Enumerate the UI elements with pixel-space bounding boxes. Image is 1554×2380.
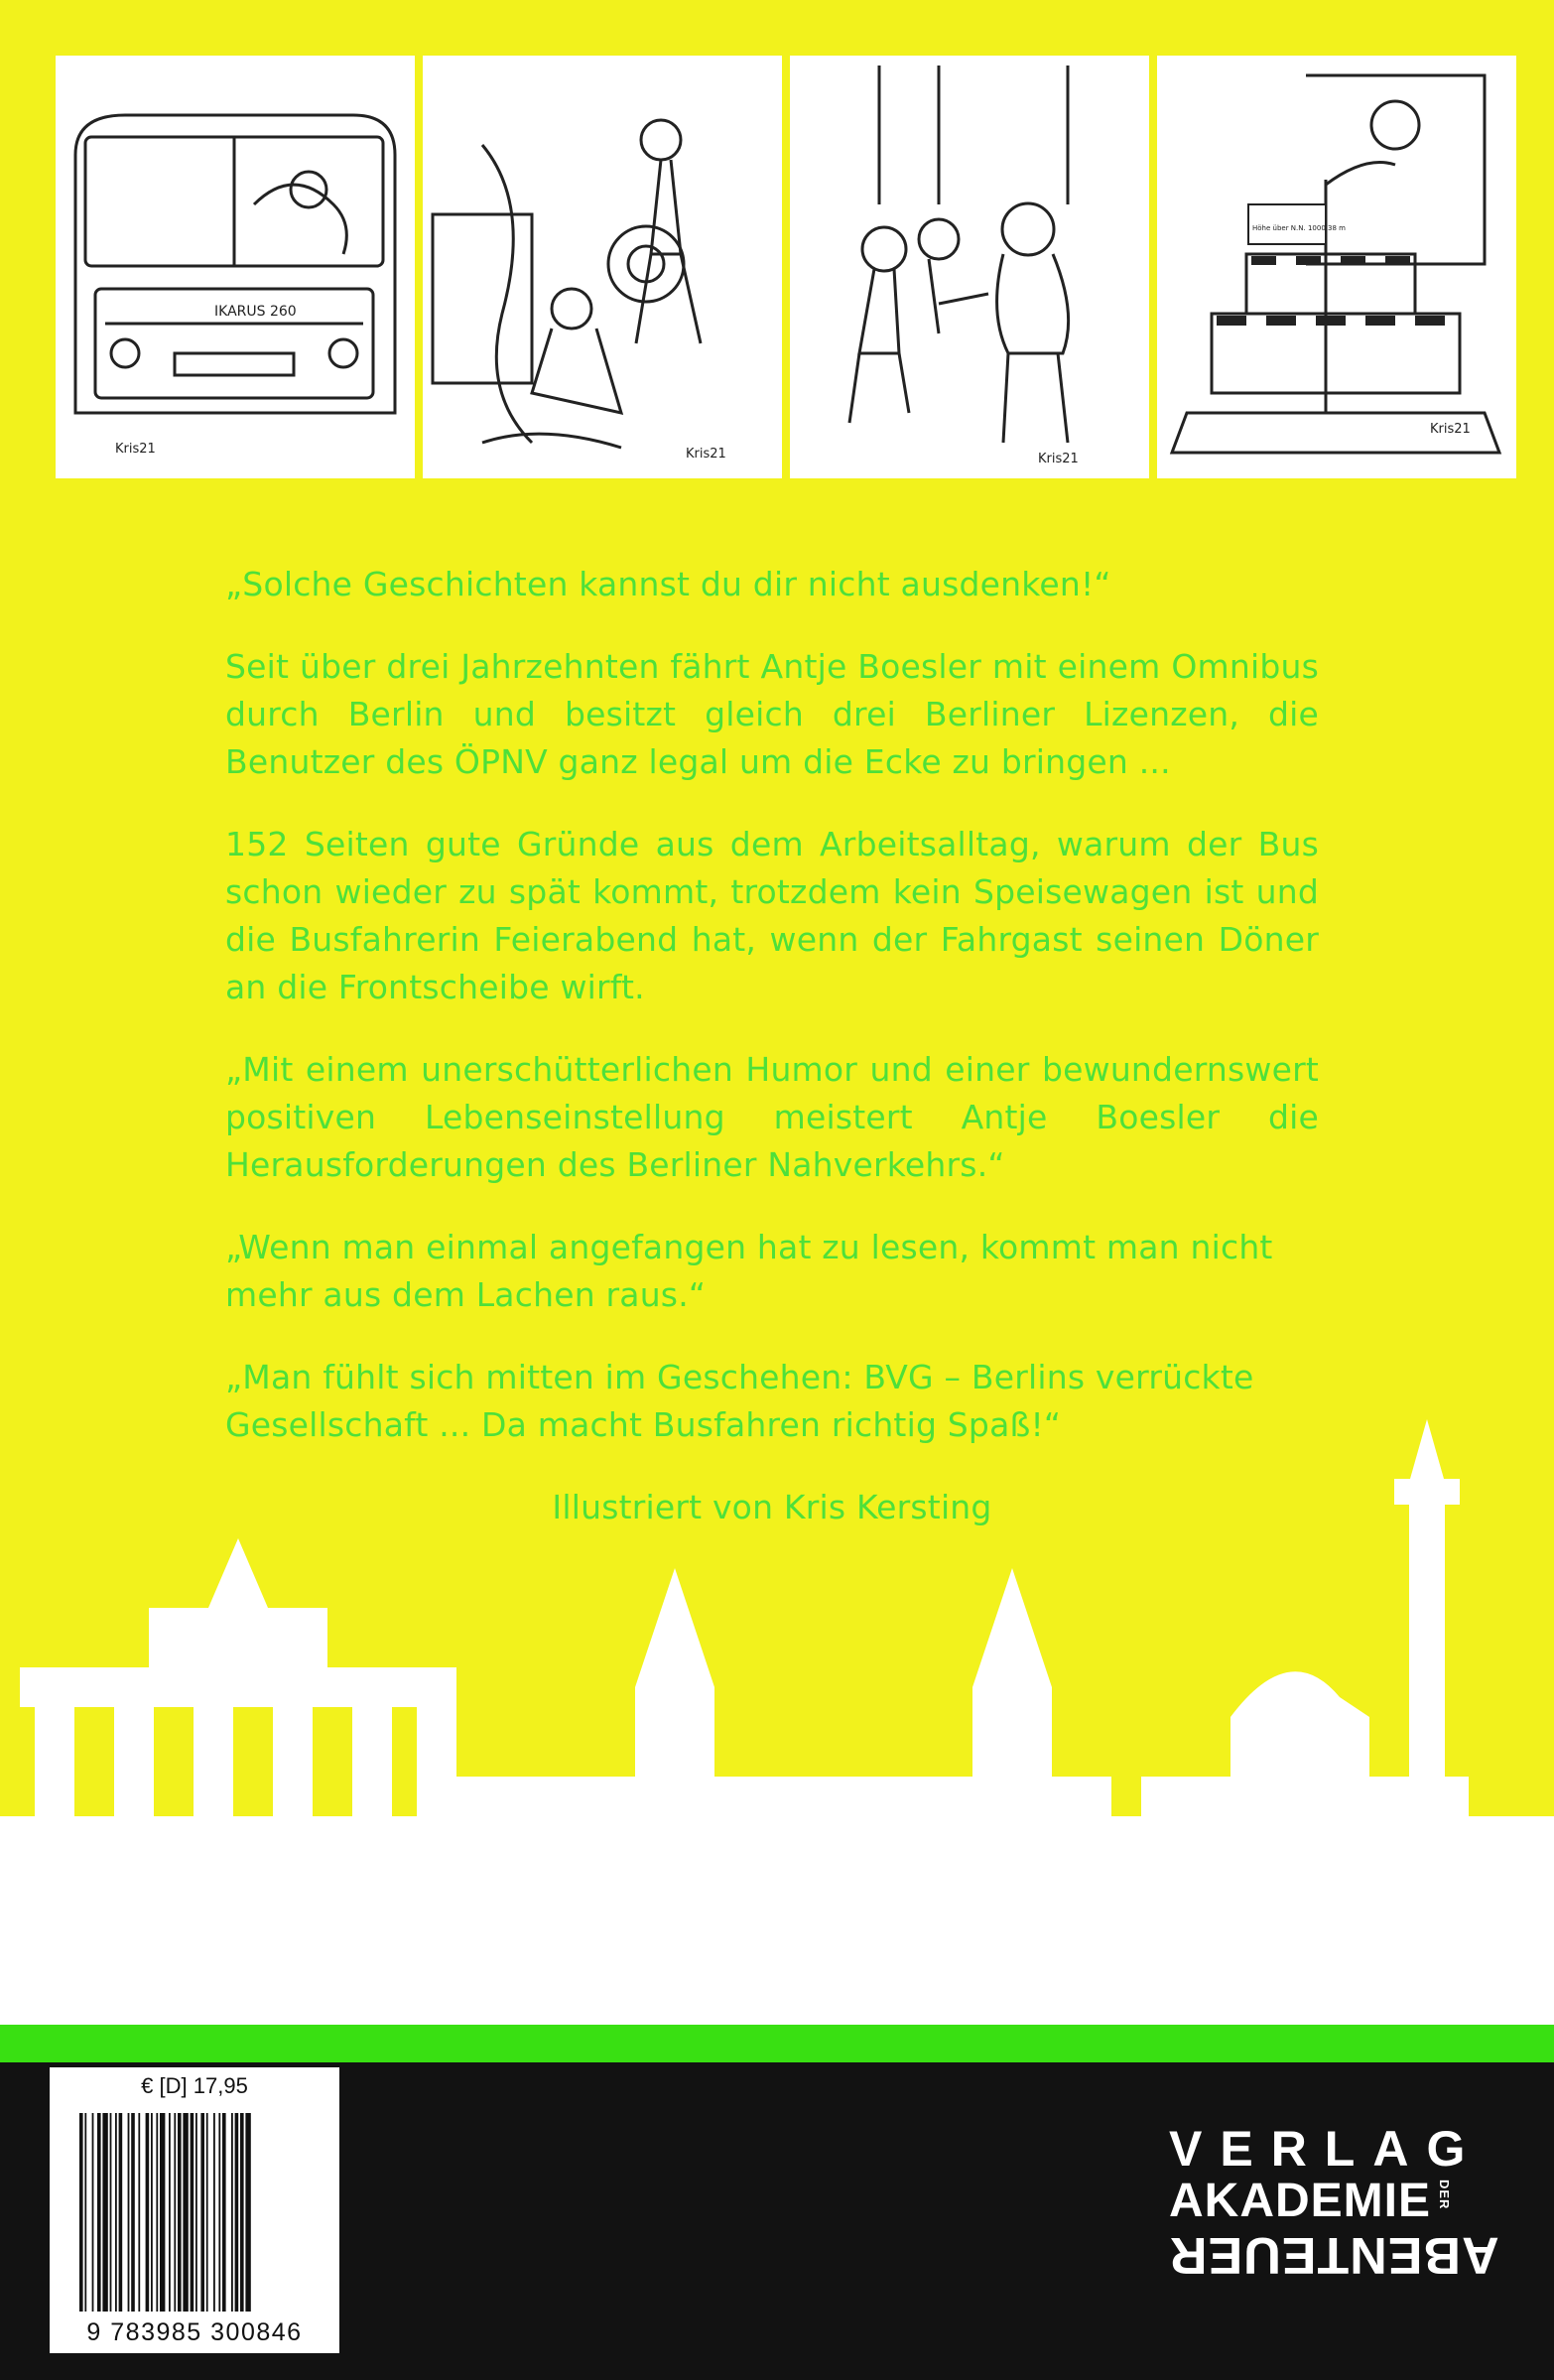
artist-signature: Kris21 (1038, 452, 1079, 466)
driver-barrier-drawing (1157, 56, 1516, 478)
isbn-barcode (50, 2105, 339, 2353)
intro-paragraph: Seit über drei Jahrzehnten fährt Antje Boesler mit einem Omnibus durch Berlin und besitzt gleich drei Berliner Lizenzen, die Benutzer des ÖPNV ganz legal um die Ecke zu bringen ... (225, 647, 1319, 781)
barcode-bar (169, 2113, 171, 2312)
barcode-bar (102, 2113, 107, 2312)
barcode-bar (115, 2113, 117, 2312)
barcode-bar (218, 2113, 220, 2312)
isbn-number: 9 783985 300846 (86, 2318, 303, 2346)
barcode-bar (191, 2113, 194, 2312)
price-label: € [D] 17,95 (50, 2067, 339, 2105)
barcode-bar (119, 2113, 123, 2312)
barcode-bar (110, 2113, 112, 2312)
barcode-bar (231, 2113, 233, 2312)
barcode-bar (128, 2113, 130, 2312)
headline-quote: „Solche Geschichten kannst du dir nicht ausdenken!“ (225, 565, 1111, 603)
barcode-bar (174, 2113, 176, 2312)
publisher-logo-verlag: VERLAG (1169, 2121, 1484, 2177)
barcode-bar (222, 2113, 226, 2312)
barcode-bar (138, 2113, 140, 2312)
barcode-bar (84, 2113, 86, 2312)
berlin-skyline-silhouette (0, 1419, 1554, 2025)
bus-label: IKARUS 260 (214, 304, 297, 320)
publisher-logo-abenteuer: ABENTEUER (1169, 2226, 1499, 2284)
publisher-logo-der: DER (1437, 2180, 1453, 2210)
green-divider-strip (0, 2025, 1554, 2062)
barcode-bars (79, 2113, 310, 2312)
barcode-bar (235, 2113, 239, 2312)
barcode-bar (97, 2113, 101, 2312)
review-quote-2: „Wenn man einmal angefangen hat zu lesen, kommt man nicht mehr aus dem Lachen raus.“ (225, 1228, 1273, 1314)
illustrator-credit: Illustriert von Kris Kersting (552, 1488, 992, 1526)
barcode-bar (146, 2113, 150, 2312)
back-cover-blurb (225, 561, 1319, 1566)
height-sign: Höhe über N.N. 1000,38 m (1252, 224, 1346, 232)
police-street-illustration (423, 56, 782, 478)
police-punk-illustration (790, 56, 1149, 478)
driver-barrier-illustration (1157, 56, 1516, 478)
barcode-bar (131, 2113, 135, 2312)
barcode-bar (160, 2113, 165, 2312)
barcode-bar (178, 2113, 182, 2312)
barcode-bar (151, 2113, 153, 2312)
barcode-bar (195, 2113, 197, 2312)
artist-signature: Kris21 (1430, 422, 1471, 437)
barcode-bar (240, 2113, 244, 2312)
artist-signature: Kris21 (686, 447, 726, 462)
review-quote-3: „Man fühlt sich mitten im Geschehen: BVG – Berlins verrückte Gesellschaft ... Da macht Busfahren richtig Spaß!“ (225, 1358, 1254, 1444)
police-street-drawing (423, 56, 782, 478)
publisher-logo (1169, 2121, 1499, 2284)
barcode-bar (206, 2113, 208, 2312)
barcode-bar (200, 2113, 204, 2312)
artist-signature: Kris21 (115, 442, 156, 457)
barcode-bar (79, 2113, 83, 2312)
barcode-bar (213, 2113, 215, 2312)
barcode-bar (183, 2113, 188, 2312)
police-punk-drawing (790, 56, 1149, 478)
publisher-logo-akademie: AKADEMIE (1169, 2175, 1432, 2227)
barcode-bar (92, 2113, 94, 2312)
summary-paragraph: 152 Seiten gute Gründe aus dem Arbeitsalltag, warum der Bus schon wieder zu spät kommt, trotzdem kein Speisewagen ist und die Busfahrerin Feierabend hat, wenn der Fahrgast seinen Döner an die Frontscheibe wirft. (225, 825, 1319, 1006)
bus-illustration (56, 56, 415, 478)
barcode-bar (156, 2113, 158, 2312)
barcode-bar (245, 2113, 250, 2312)
review-quote-1: „Mit einem unerschütterlichen Humor und einer bewundernswert positiven Lebenseinstellung meistert Antje Boesler die Herausforderungen des Berliner Nahverkehrs.“ (225, 1050, 1319, 1184)
bus-drawing (56, 56, 415, 478)
